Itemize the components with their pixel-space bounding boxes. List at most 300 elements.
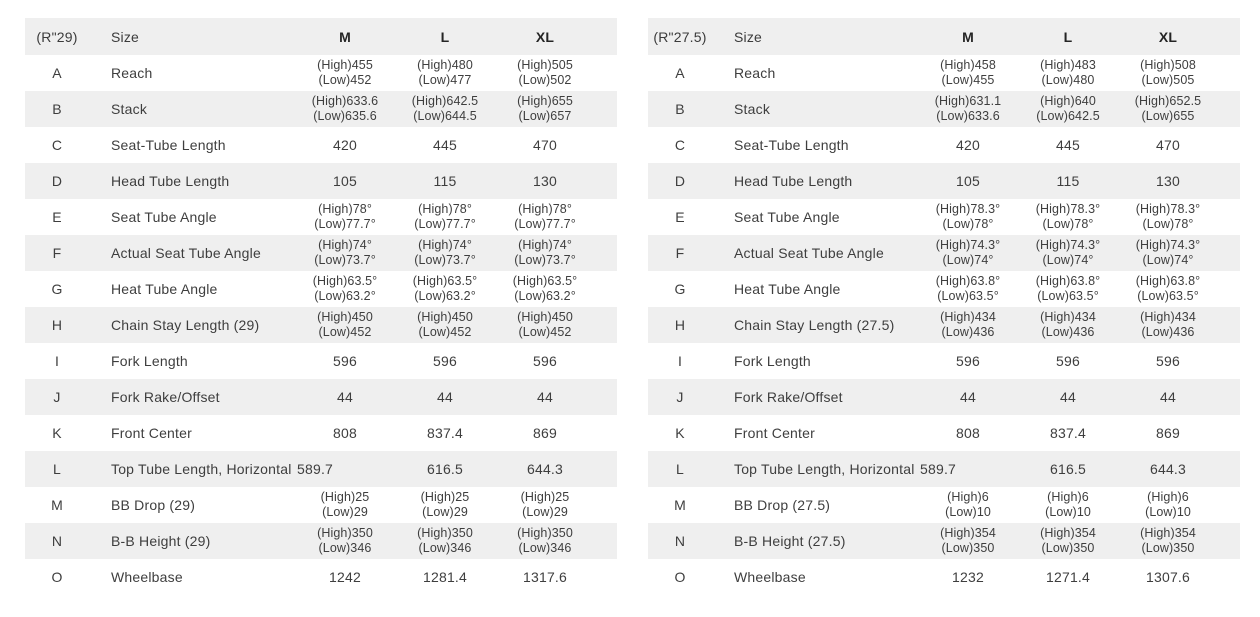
table-row xyxy=(25,379,617,415)
value-line: (High)78.3° xyxy=(1035,202,1101,216)
frame-size-header: XL xyxy=(535,28,555,45)
spacer xyxy=(595,379,617,415)
table-row xyxy=(648,451,1240,487)
value-line: (High)74.3° xyxy=(1035,238,1101,252)
row-letter: F xyxy=(675,245,685,261)
value-cell xyxy=(918,163,1018,199)
row-label: Chain Stay Length (29) xyxy=(111,317,260,333)
frame-size-header: L xyxy=(440,28,450,45)
value-cell xyxy=(1118,307,1218,343)
table-row xyxy=(648,271,1240,307)
row-letter: M xyxy=(674,497,686,513)
value-cell xyxy=(295,559,395,595)
value-line: 420 xyxy=(333,137,357,153)
spacer xyxy=(595,55,617,91)
value-cell xyxy=(495,487,595,523)
table-row xyxy=(648,343,1240,379)
row-letter: I xyxy=(677,353,683,369)
value-cell xyxy=(295,523,395,559)
value-line: (High)434 xyxy=(1140,310,1196,324)
value-line: 616.5 xyxy=(426,461,464,477)
spacer xyxy=(1218,307,1240,343)
table-row xyxy=(648,379,1240,415)
row-label: Seat Tube Angle xyxy=(111,209,217,225)
value-line: (Low)63.5° xyxy=(1137,289,1199,303)
value-line: 420 xyxy=(956,137,980,153)
value-cell xyxy=(918,55,1018,91)
value-cell xyxy=(918,235,1018,271)
table-row xyxy=(648,415,1240,451)
row-label: Seat-Tube Length xyxy=(734,137,849,153)
value-line: 808 xyxy=(333,425,357,441)
value-cell xyxy=(918,451,1018,487)
spacer xyxy=(1218,487,1240,523)
table-header-row xyxy=(25,18,617,55)
value-line: (High)508 xyxy=(1140,58,1196,72)
value-line: 596 xyxy=(1156,353,1180,369)
value-line: 589.7 xyxy=(920,461,957,477)
row-label: Fork Length xyxy=(734,353,811,369)
value-line: 596 xyxy=(956,353,980,369)
value-line: 808 xyxy=(956,425,980,441)
value-line: (Low)350 xyxy=(1041,541,1095,555)
spacer xyxy=(595,163,617,199)
row-label: Reach xyxy=(111,65,153,81)
value-line: (High)483 xyxy=(1040,58,1096,72)
row-label: Fork Rake/Offset xyxy=(734,389,843,405)
value-cell xyxy=(1118,343,1218,379)
spacer xyxy=(1218,271,1240,307)
value-line: (High)63.5° xyxy=(512,274,578,288)
value-line: (Low)655 xyxy=(1141,109,1195,123)
value-cell xyxy=(495,451,595,487)
spacer xyxy=(1218,91,1240,127)
value-line: (High)640 xyxy=(1040,94,1096,108)
spacer xyxy=(1218,451,1240,487)
row-label: Heat Tube Angle xyxy=(734,281,841,297)
value-line: (Low)78° xyxy=(1142,217,1194,231)
spacer xyxy=(595,343,617,379)
table-row xyxy=(25,199,617,235)
row-letter: D xyxy=(51,173,63,189)
value-cell xyxy=(1018,127,1118,163)
table-row xyxy=(25,127,617,163)
value-cell xyxy=(495,91,595,127)
value-line: (High)505 xyxy=(517,58,573,72)
frame-size-header: M xyxy=(339,28,351,45)
row-label: Wheelbase xyxy=(111,569,183,585)
table-row xyxy=(648,235,1240,271)
row-label: Front Center xyxy=(734,425,815,441)
row-label: Stack xyxy=(111,101,148,117)
row-letter: N xyxy=(674,533,686,549)
value-cell xyxy=(1018,163,1118,199)
table-row xyxy=(25,451,617,487)
value-line: 470 xyxy=(1156,137,1180,153)
table-row xyxy=(25,271,617,307)
value-line: (Low)436 xyxy=(1141,325,1195,339)
value-line: (High)63.5° xyxy=(312,274,378,288)
value-line: (Low)73.7° xyxy=(514,253,576,267)
value-line: (Low)502 xyxy=(518,73,572,87)
row-label: B-B Height (27.5) xyxy=(734,533,846,549)
value-cell xyxy=(1018,451,1118,487)
spacer xyxy=(1218,343,1240,379)
value-cell xyxy=(295,343,395,379)
row-label: Chain Stay Length (27.5) xyxy=(734,317,895,333)
spacer xyxy=(595,18,617,55)
value-line: (High)63.8° xyxy=(1135,274,1201,288)
value-cell xyxy=(295,235,395,271)
spacer xyxy=(1218,18,1240,55)
value-line: (Low)436 xyxy=(941,325,995,339)
value-line: 44 xyxy=(960,389,976,405)
value-cell xyxy=(1118,199,1218,235)
value-cell xyxy=(1118,91,1218,127)
value-cell xyxy=(395,487,495,523)
value-line: (Low)63.2° xyxy=(414,289,476,303)
value-line: (Low)635.6 xyxy=(313,109,377,123)
value-cell xyxy=(395,271,495,307)
value-line: (High)25 xyxy=(320,490,370,504)
value-cell xyxy=(1018,343,1118,379)
value-line: (Low)10 xyxy=(945,505,991,519)
value-line: (Low)77.7° xyxy=(514,217,576,231)
value-line: (Low)63.5° xyxy=(1037,289,1099,303)
table-row xyxy=(25,415,617,451)
value-cell xyxy=(918,271,1018,307)
value-line: (High)354 xyxy=(1040,526,1096,540)
spacer xyxy=(595,271,617,307)
value-line: (Low)74° xyxy=(1142,253,1194,267)
table-row xyxy=(648,55,1240,91)
value-line: (High)63.5° xyxy=(412,274,478,288)
value-line: (High)63.8° xyxy=(935,274,1001,288)
row-label: Fork Length xyxy=(111,353,188,369)
spacer xyxy=(1218,55,1240,91)
row-label: Fork Rake/Offset xyxy=(111,389,220,405)
value-cell xyxy=(1118,559,1218,595)
row-label: Reach xyxy=(734,65,776,81)
value-cell xyxy=(395,55,495,91)
value-line: (Low)505 xyxy=(1141,73,1195,87)
row-letter: B xyxy=(52,101,62,117)
value-line: 44 xyxy=(337,389,353,405)
value-line: (High)631.1 xyxy=(934,94,1002,108)
table-row xyxy=(25,307,617,343)
value-cell xyxy=(495,271,595,307)
spacer xyxy=(1218,415,1240,451)
value-cell xyxy=(495,343,595,379)
value-cell xyxy=(295,91,395,127)
value-line: (Low)644.5 xyxy=(413,109,477,123)
value-cell xyxy=(495,415,595,451)
table-row xyxy=(25,487,617,523)
value-line: (High)458 xyxy=(940,58,996,72)
row-letter: E xyxy=(52,209,62,225)
spacer xyxy=(595,91,617,127)
table-row xyxy=(25,163,617,199)
value-cell xyxy=(918,127,1018,163)
value-cell xyxy=(918,559,1018,595)
value-line: (Low)77.7° xyxy=(414,217,476,231)
value-line: (High)6 xyxy=(1047,490,1089,504)
value-line: (Low)78° xyxy=(942,217,994,231)
value-line: (High)655 xyxy=(517,94,573,108)
row-letter: A xyxy=(675,65,685,81)
value-line: (Low)346 xyxy=(318,541,372,555)
spacer xyxy=(1218,559,1240,595)
value-line: (Low)78° xyxy=(1042,217,1094,231)
value-cell xyxy=(918,487,1018,523)
value-line: (Low)74° xyxy=(942,253,994,267)
value-cell xyxy=(1018,91,1118,127)
row-label: Wheelbase xyxy=(734,569,806,585)
value-line: (Low)350 xyxy=(1141,541,1195,555)
row-letter: J xyxy=(676,389,684,405)
value-cell xyxy=(1118,487,1218,523)
spacer xyxy=(1218,163,1240,199)
size-column-title: Size xyxy=(111,28,140,45)
value-line: 115 xyxy=(433,173,457,189)
value-cell xyxy=(395,127,495,163)
row-letter: H xyxy=(674,317,686,333)
geometry-table-27-5 xyxy=(648,18,1240,595)
spacer xyxy=(595,523,617,559)
spacer xyxy=(595,451,617,487)
value-line: 837.4 xyxy=(426,425,464,441)
row-letter: E xyxy=(675,209,685,225)
value-cell xyxy=(495,379,595,415)
value-cell xyxy=(918,523,1018,559)
value-line: (High)74.3° xyxy=(1135,238,1201,252)
row-label: Head Tube Length xyxy=(734,173,853,189)
value-cell xyxy=(495,55,595,91)
wheel-size-label: (R"27.5) xyxy=(653,28,707,45)
value-line: 115 xyxy=(1056,173,1080,189)
value-line: 616.5 xyxy=(1049,461,1087,477)
value-line: (Low)455 xyxy=(941,73,995,87)
size-column-title: Size xyxy=(734,28,763,45)
value-line: (High)633.6 xyxy=(311,94,379,108)
row-letter: H xyxy=(51,317,63,333)
value-cell xyxy=(918,379,1018,415)
value-line: (High)6 xyxy=(947,490,989,504)
row-label: Heat Tube Angle xyxy=(111,281,218,297)
row-letter: N xyxy=(51,533,63,549)
value-line: (Low)10 xyxy=(1145,505,1191,519)
value-cell xyxy=(1018,235,1118,271)
value-line: (High)434 xyxy=(1040,310,1096,324)
value-line: 1281.4 xyxy=(422,569,468,585)
table-row xyxy=(648,523,1240,559)
spacer xyxy=(1218,199,1240,235)
value-line: (Low)29 xyxy=(322,505,368,519)
value-cell xyxy=(295,127,395,163)
value-line: 644.3 xyxy=(1149,461,1187,477)
spacer xyxy=(595,235,617,271)
value-line: (Low)63.2° xyxy=(514,289,576,303)
value-cell xyxy=(495,235,595,271)
value-cell xyxy=(395,163,495,199)
value-line: (Low)477 xyxy=(418,73,472,87)
value-line: (High)25 xyxy=(520,490,570,504)
value-line: (Low)452 xyxy=(318,325,372,339)
value-cell xyxy=(295,55,395,91)
value-line: 644.3 xyxy=(526,461,564,477)
table-row xyxy=(648,199,1240,235)
value-cell xyxy=(1018,559,1118,595)
table-row xyxy=(648,559,1240,595)
spacer xyxy=(1218,127,1240,163)
value-line: (High)354 xyxy=(940,526,996,540)
value-line: 445 xyxy=(1056,137,1080,153)
value-line: 130 xyxy=(1156,173,1180,189)
row-letter: L xyxy=(676,461,684,477)
value-line: (Low)73.7° xyxy=(314,253,376,267)
value-cell xyxy=(295,379,395,415)
value-cell xyxy=(495,523,595,559)
value-cell xyxy=(295,271,395,307)
value-line: 470 xyxy=(533,137,557,153)
value-cell xyxy=(395,199,495,235)
value-line: (High)74.3° xyxy=(935,238,1001,252)
value-cell xyxy=(495,163,595,199)
value-line: 837.4 xyxy=(1049,425,1087,441)
value-line: (High)450 xyxy=(317,310,373,324)
row-letter: J xyxy=(53,389,61,405)
value-line: (Low)633.6 xyxy=(936,109,1000,123)
value-line: (High)450 xyxy=(417,310,473,324)
value-line: (High)642.5 xyxy=(411,94,479,108)
value-line: 105 xyxy=(333,173,357,189)
value-cell xyxy=(295,199,395,235)
value-line: (Low)436 xyxy=(1041,325,1095,339)
row-letter: G xyxy=(674,281,686,297)
row-letter: K xyxy=(675,425,685,441)
row-label: Seat Tube Angle xyxy=(734,209,840,225)
row-label: Head Tube Length xyxy=(111,173,230,189)
spacer xyxy=(1218,379,1240,415)
frame-size-header: M xyxy=(962,28,974,45)
value-cell xyxy=(1118,271,1218,307)
value-cell xyxy=(1018,199,1118,235)
row-letter: L xyxy=(53,461,61,477)
row-letter: C xyxy=(674,137,686,153)
geometry-table-29 xyxy=(25,18,617,595)
value-cell xyxy=(295,487,395,523)
value-cell xyxy=(395,523,495,559)
row-letter: D xyxy=(674,173,686,189)
value-line: (High)74° xyxy=(418,238,472,252)
row-label: Front Center xyxy=(111,425,192,441)
value-cell xyxy=(1018,379,1118,415)
value-line: (High)63.8° xyxy=(1035,274,1101,288)
value-line: 44 xyxy=(1160,389,1176,405)
value-line: (High)450 xyxy=(517,310,573,324)
value-line: (High)652.5 xyxy=(1134,94,1202,108)
row-letter: O xyxy=(674,569,686,585)
value-line: (Low)29 xyxy=(522,505,568,519)
value-line: 869 xyxy=(1156,425,1180,441)
value-cell xyxy=(1018,523,1118,559)
value-line: (Low)452 xyxy=(518,325,572,339)
value-line: 44 xyxy=(537,389,553,405)
row-letter: K xyxy=(52,425,62,441)
value-cell xyxy=(395,559,495,595)
value-line: (Low)350 xyxy=(941,541,995,555)
value-line: (High)455 xyxy=(317,58,373,72)
value-cell xyxy=(295,307,395,343)
value-cell xyxy=(395,307,495,343)
row-label: BB Drop (27.5) xyxy=(734,497,831,513)
value-line: (Low)73.7° xyxy=(414,253,476,267)
value-cell xyxy=(1118,379,1218,415)
value-line: (High)480 xyxy=(417,58,473,72)
value-line: (Low)452 xyxy=(318,73,372,87)
value-line: 1317.6 xyxy=(522,569,568,585)
table-row xyxy=(648,91,1240,127)
value-cell xyxy=(1118,451,1218,487)
value-line: 105 xyxy=(956,173,980,189)
value-line: (High)6 xyxy=(1147,490,1189,504)
value-line: 596 xyxy=(333,353,357,369)
value-line: (High)78° xyxy=(318,202,372,216)
value-cell xyxy=(495,307,595,343)
value-cell xyxy=(1118,523,1218,559)
value-cell xyxy=(295,415,395,451)
frame-size-header: XL xyxy=(1158,28,1178,45)
value-cell xyxy=(918,415,1018,451)
value-cell xyxy=(918,307,1018,343)
row-label: Seat-Tube Length xyxy=(111,137,226,153)
row-label: Actual Seat Tube Angle xyxy=(734,245,884,261)
value-line: (High)350 xyxy=(517,526,573,540)
value-line: (High)350 xyxy=(417,526,473,540)
value-line: (Low)346 xyxy=(518,541,572,555)
row-letter: A xyxy=(52,65,62,81)
table-row xyxy=(648,307,1240,343)
value-cell xyxy=(395,235,495,271)
spacer xyxy=(595,487,617,523)
value-line: (Low)346 xyxy=(418,541,472,555)
value-line: 869 xyxy=(533,425,557,441)
value-cell xyxy=(395,91,495,127)
frame-size-header: L xyxy=(1063,28,1073,45)
value-line: (Low)642.5 xyxy=(1036,109,1100,123)
value-line: (Low)77.7° xyxy=(314,217,376,231)
table-row xyxy=(25,55,617,91)
value-line: (High)354 xyxy=(1140,526,1196,540)
value-line: (High)78° xyxy=(418,202,472,216)
row-letter: M xyxy=(51,497,63,513)
spacer xyxy=(1218,523,1240,559)
value-line: (High)74° xyxy=(518,238,572,252)
spacer xyxy=(595,199,617,235)
value-cell xyxy=(1018,271,1118,307)
value-line: (Low)452 xyxy=(418,325,472,339)
row-letter: B xyxy=(675,101,685,117)
value-line: 596 xyxy=(533,353,557,369)
value-cell xyxy=(1018,307,1118,343)
value-line: (Low)74° xyxy=(1042,253,1094,267)
table-row xyxy=(648,487,1240,523)
spacer xyxy=(1218,235,1240,271)
value-line: (Low)657 xyxy=(518,109,572,123)
row-letter: G xyxy=(51,281,63,297)
row-label: Actual Seat Tube Angle xyxy=(111,245,261,261)
row-label: B-B Height (29) xyxy=(111,533,211,549)
